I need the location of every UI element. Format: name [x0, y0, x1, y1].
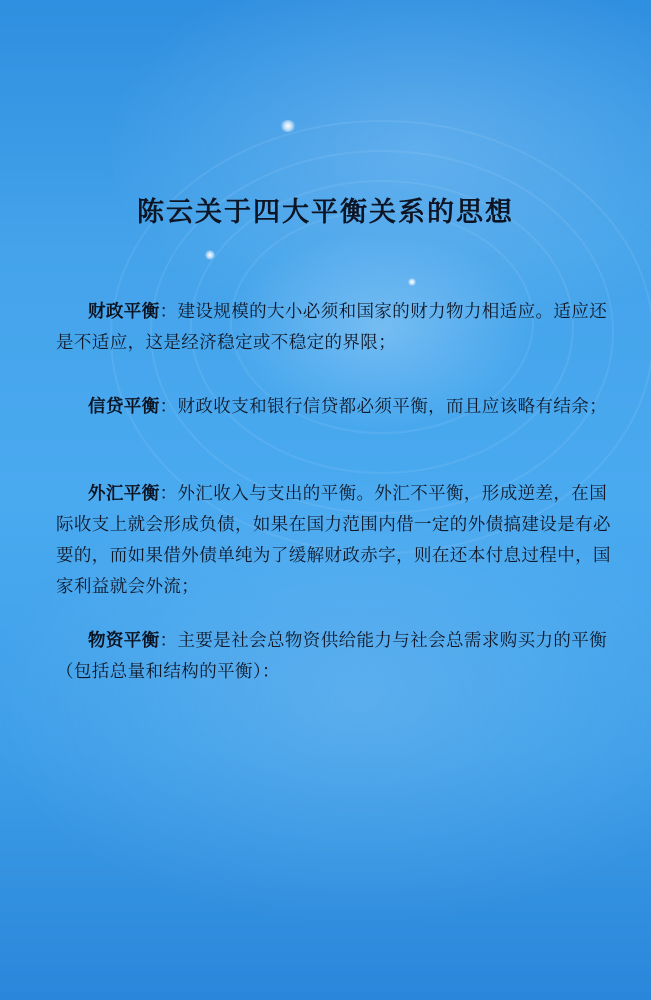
section-text: ：主要是社会总物资供给能力与社会总需求购买力的平衡（包括总量和结构的平衡）：	[56, 631, 608, 682]
sparkle	[205, 250, 215, 260]
section-term: 信贷平衡	[88, 397, 160, 417]
section-term: 物资平衡	[88, 631, 160, 651]
sparkle	[280, 120, 296, 132]
section-fiscal-balance	[56, 297, 612, 359]
sparkle	[408, 278, 416, 286]
section-term: 外汇平衡	[88, 484, 160, 504]
section-materials-balance	[56, 626, 612, 688]
section-text: ：建设规模的大小必须和国家的财力物力相适应。适应还是不适应，这是经济稳定或不稳定的界限；	[56, 302, 608, 353]
section-text: ：财政收支和银行信贷都必须平衡，而且应该略有结余；	[159, 397, 608, 417]
section-text: ：外汇收入与支出的平衡。外汇不平衡，形成逆差，在国际收支上就会形成负债，如果在国力范围内借一定的外债搞建设是有必要的，而如果借外债单纯为了缓解财政赤字，则在还本付息过程中，国家利益就会外流；	[56, 484, 611, 597]
section-term: 财政平衡	[88, 302, 160, 322]
section-foreign-exchange-balance	[56, 479, 612, 603]
section-credit-balance	[56, 392, 612, 423]
page-title: 陈云关于四大平衡关系的思想	[137, 197, 514, 228]
